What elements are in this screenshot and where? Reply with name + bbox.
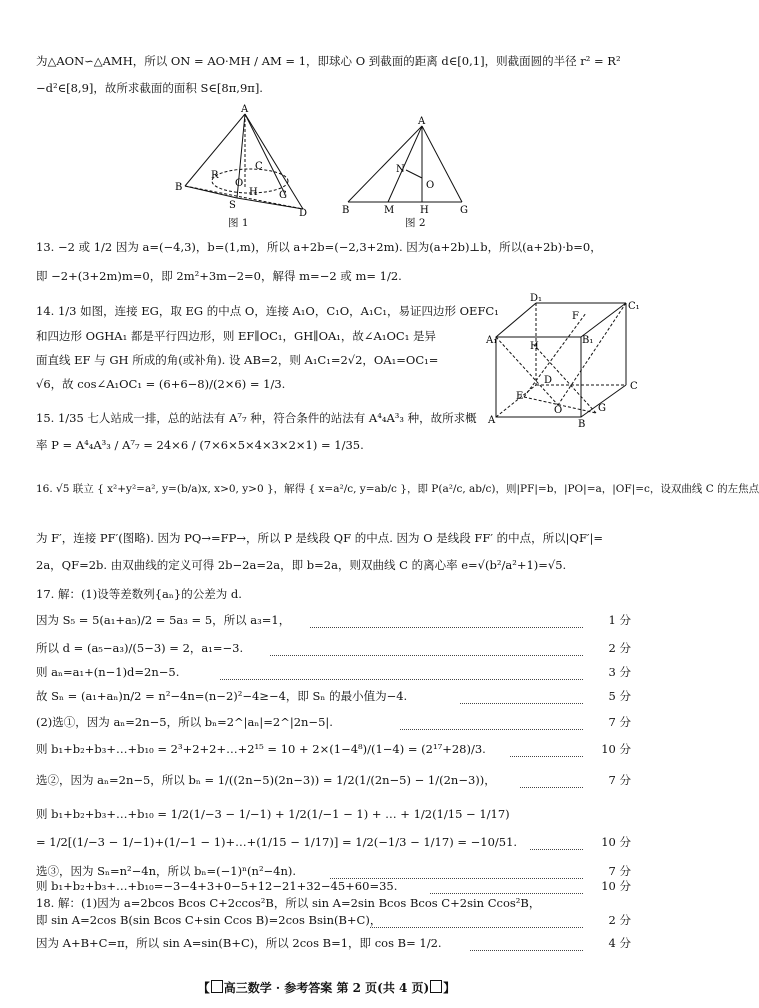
text-line: 和四边形 OGHA₁ 都是平行四边形，则 EF∥OC₁，GH∥OA₁，故∠A₁OC₁ 是异 — [36, 329, 436, 343]
fig1-label: H — [249, 187, 258, 198]
cube-label: D — [544, 375, 553, 386]
score: 10 分 — [601, 742, 631, 756]
fig2-label: M — [384, 205, 395, 216]
cube-label: D₁ — [530, 293, 543, 304]
score: 7 分 — [608, 864, 631, 878]
fig1-label: O — [235, 178, 244, 189]
cube-label: B — [578, 419, 586, 430]
fig2-label: B — [342, 205, 350, 216]
dot-leader — [400, 729, 583, 730]
dot-leader — [310, 627, 583, 628]
fig1-label: B — [175, 182, 183, 193]
text-line: 则 b₁+b₂+b₃+…+b₁₀ = 2³+2+2+…+2¹⁵ = 10 + 2×(1−4⁸)/(1−4) = (2¹⁷+28)/3. — [36, 742, 486, 756]
dot-leader — [460, 703, 583, 704]
text-line: 即 sin A=2cos B(sin Bcos C+sin Ccos B)=2cos Bsin(B+C)， — [36, 913, 382, 927]
score: 7 分 — [608, 715, 631, 729]
text-line: 面直线 EF 与 GH 所成的角(或补角). 设 AB=2，则 A₁C₁=2√2，OA₁=OC₁= — [36, 353, 439, 367]
dot-leader — [430, 893, 583, 894]
checkbox-icon — [430, 980, 442, 993]
score: 5 分 — [608, 689, 631, 703]
checkbox-icon — [211, 980, 223, 993]
text-line: 14. 1/3 如图，连接 EG，取 EG 的中点 O，连接 A₁O，C₁O，A₁C₁，易证四边形 OEFC₁ — [36, 304, 499, 318]
page-footer: 【 高三数学 · 参考答案 第 2 页(共 4 页) 】 — [197, 981, 456, 995]
text-line: 16. √5 联立 { x²+y²=a², y=(b/a)x, x>0, y>0 }，解得 { x=a²/c, y=ab/c }，即 P(a²/c, ab/c)，则|PF|=b，|PO|=a，|OF|=c，设双曲线 C 的左焦点 — [36, 483, 759, 495]
text-line: 率 P = A⁴₄A³₃ / A⁷₇ = 24×6 / (7×6×5×4×3×2×1) = 1/35. — [36, 438, 364, 452]
cube-label: F — [572, 311, 579, 322]
cube-label: G — [598, 403, 606, 414]
fig1-label: D — [299, 208, 308, 219]
score: 4 分 — [608, 936, 631, 950]
text-line: 故 Sₙ = (a₁+aₙ)n/2 = n²−4n=(n−2)²−4≥−4，即 Sₙ 的最小值为−4. — [36, 689, 408, 703]
score: 10 分 — [601, 835, 631, 849]
fig1-label: G — [279, 190, 287, 201]
figure-2-section — [340, 116, 480, 216]
dot-leader — [370, 927, 583, 928]
text-line: 因为 A+B+C=π，所以 sin A=sin(B+C)，所以 2cos B=1，即 cos B= 1/2. — [36, 936, 442, 950]
text-line: 2a，QF=2b. 由双曲线的定义可得 2b−2a=2a，即 b=2a，则双曲线 C 的离心率 e=√(b²/a²+1)=√5. — [36, 558, 567, 572]
fig1-label: R — [211, 170, 219, 181]
dot-leader — [220, 679, 583, 680]
cube-label: A₁ — [486, 335, 498, 346]
dot-leader — [530, 849, 583, 850]
text-line: 则 aₙ=a₁+(n−1)d=2n−5. — [36, 665, 180, 679]
score: 2 分 — [608, 913, 631, 927]
text-line: 13. −2 或 1/2 因为 a=(−4,3)，b=(1,m)，所以 a+2b=(−2,3+2m). 因为(a+2b)⊥b，所以(a+2b)·b=0， — [36, 240, 602, 254]
fig2-label: H — [420, 205, 429, 216]
text-line: 为△AON∽△AMH，所以 ON = AO·MH / AM = 1，即球心 O 到截面的距离 d∈[0,1]，则截面圆的半径 r² = R² — [36, 54, 621, 68]
fig2-label: G — [460, 205, 468, 216]
fig1-label: A — [241, 104, 249, 115]
text-line: −d²∈[8,9]，故所求截面的面积 S∈[8π,9π]. — [36, 81, 263, 95]
fig2-label: O — [426, 180, 435, 191]
score: 7 分 — [608, 773, 631, 787]
text-line: 则 b₁+b₂+b₃+…+b₁₀ = 1/2(1/−3 − 1/−1) + 1/2(1/−1 − 1) + … + 1/2(1/15 − 1/17) — [36, 807, 510, 821]
dot-leader — [510, 756, 583, 757]
text-line: 则 b₁+b₂+b₃+…+b₁₀=−3−4+3+0−5+12−21+32−45+60=35. — [36, 879, 398, 893]
dot-leader — [520, 787, 583, 788]
fig2-label: N — [396, 164, 405, 175]
score: 1 分 — [608, 613, 631, 627]
cube-label: C₁ — [628, 301, 640, 312]
cube-label: O — [554, 405, 563, 416]
dot-leader — [470, 950, 583, 951]
cube-label: A — [488, 415, 496, 426]
text-line: 15. 1/35 七人站成一排，总的站法有 A⁷₇ 种，符合条件的站法有 A⁴₄A³₃ 种，故所求概 — [36, 411, 477, 425]
text-line: 18. 解：(1)因为 a=2bcos Bcos C+2ccos²B，所以 sin A=2sin Bcos Bcos C+2sin Ccos²B， — [36, 896, 541, 910]
score: 3 分 — [608, 665, 631, 679]
fig1-label: S — [229, 200, 236, 211]
text-line: 所以 d = (a₅−a₃)/(5−3) = 2，a₁=−3. — [36, 641, 244, 655]
footer-text: 高三数学 · 参考答案 第 2 页(共 4 页) — [223, 981, 430, 995]
text-line: (2)选①，因为 aₙ=2n−5，所以 bₙ=2^|aₙ|=2^|2n−5|. — [36, 715, 333, 729]
dot-leader — [270, 655, 583, 656]
score: 2 分 — [608, 641, 631, 655]
text-line: 因为 S₅ = 5(a₁+a₅)/2 = 5a₃ = 5，所以 a₃=1， — [36, 613, 291, 627]
text-line: 选③，因为 Sₙ=n²−4n，所以 bₙ=(−1)ⁿ(n²−4n). — [36, 864, 297, 878]
figure-1-caption: 图 1 — [228, 217, 249, 229]
text-line: 即 −2+(3+2m)m=0，即 2m²+3m−2=0，解得 m=−2 或 m= 1/2. — [36, 269, 402, 283]
text-line: 为 F′，连接 PF′(图略). 因为 PQ→=FP→，所以 P 是线段 QF 的中点. 因为 O 是线段 FF′ 的中点，所以|QF′|= — [36, 531, 604, 545]
text-line: 选②，因为 aₙ=2n−5，所以 bₙ = 1/((2n−5)(2n−3)) = 1/2(1/(2n−5) − 1/(2n−3))， — [36, 773, 496, 787]
cube-label: E — [516, 391, 524, 402]
text-line: √6，故 cos∠A₁OC₁ = (6+6−8)/(2×6) = 1/3. — [36, 377, 286, 391]
cube-label: B₁ — [582, 335, 594, 346]
fig1-label: C — [255, 161, 263, 172]
text-line: 17. 解：(1)设等差数列{aₙ}的公差为 d. — [36, 587, 242, 601]
text-line: = 1/2[(1/−3 − 1/−1)+(1/−1 − 1)+…+(1/15 − 1/17)] = 1/2(−1/3 − 1/17) = −10/51. — [36, 835, 518, 849]
cube-label: H — [530, 341, 539, 352]
cube-label: C — [630, 381, 638, 392]
fig2-label: A — [418, 116, 426, 127]
score: 10 分 — [601, 879, 631, 893]
figure-2-caption: 图 2 — [405, 217, 426, 229]
